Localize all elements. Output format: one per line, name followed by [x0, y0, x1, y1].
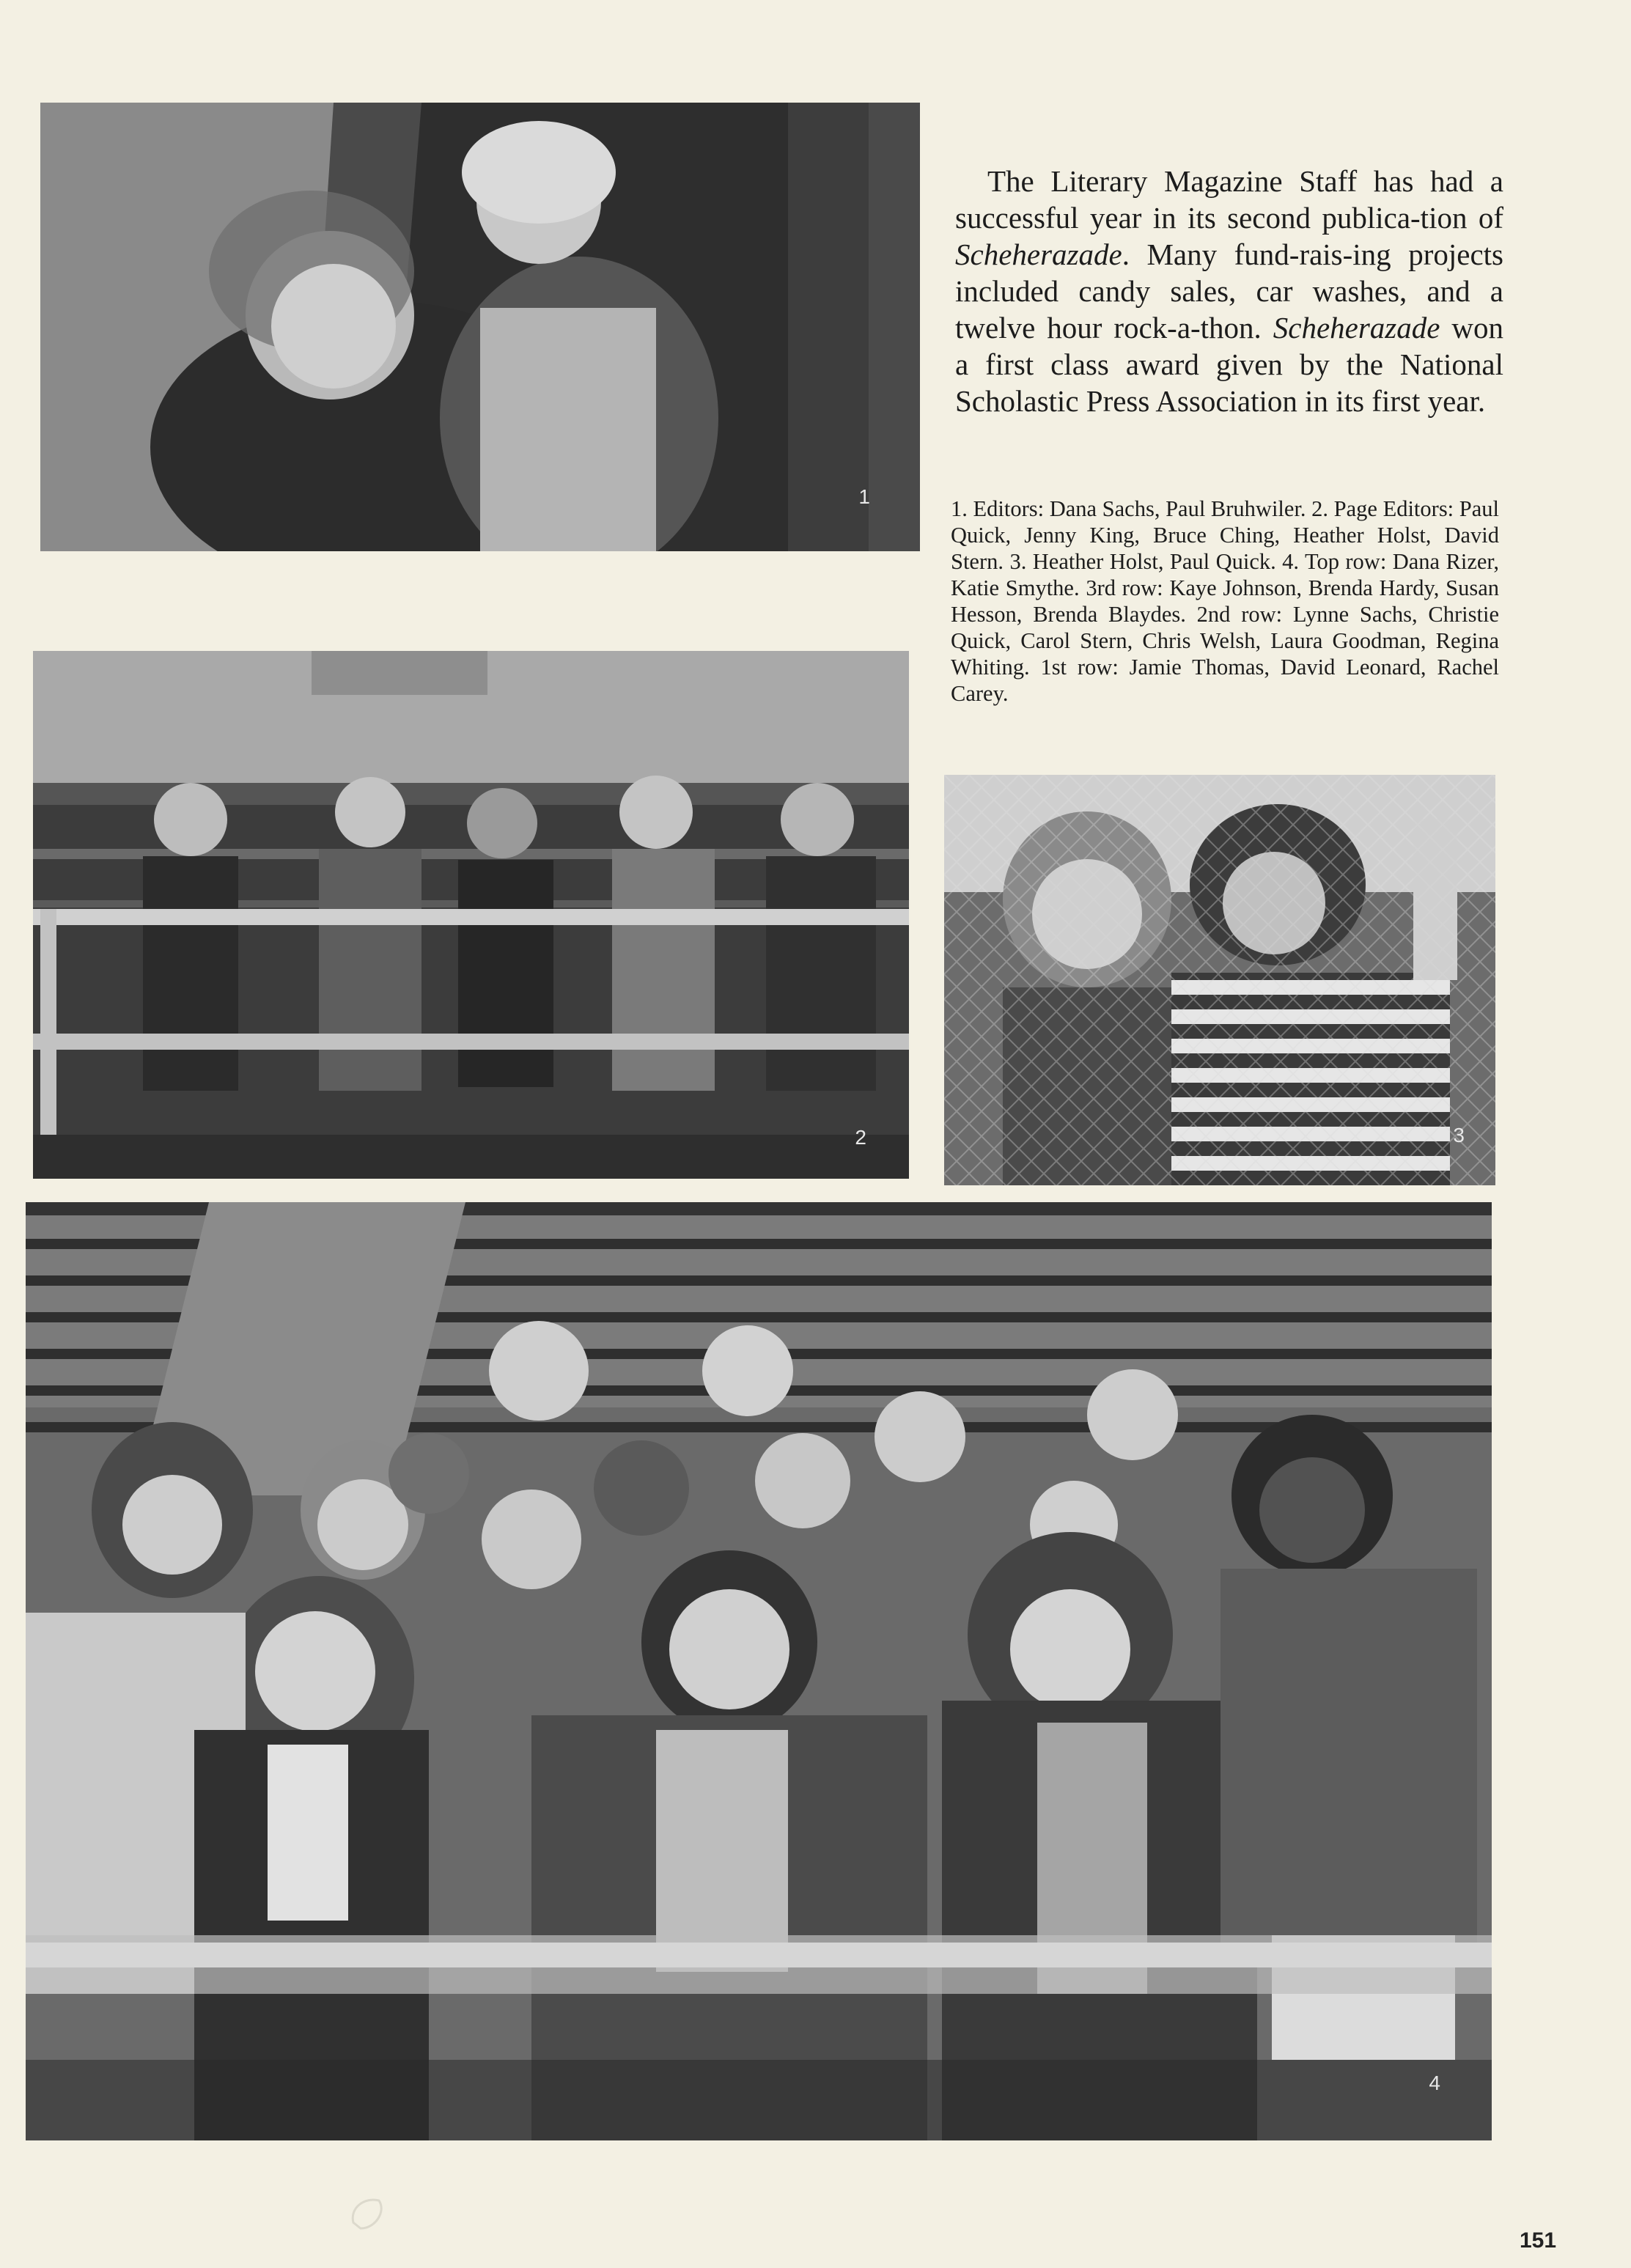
photo-editors-image: [40, 103, 920, 551]
intro-text-1: The Literary Magazine Staff has had a successful year in its second publica-tion of: [955, 164, 1503, 235]
intro-paragraph: [955, 163, 1503, 419]
photo-captions: 1. Editors: Dana Sachs, Paul Bruhwiler. 2. Page Editors: Paul Quick, Jenny King, Bruce Ching, Heather Holst, David Stern. 3. Heather Holst, Paul Quick. 4. Top row: Dana Rizer, Katie Smythe. 3rd row: Kaye Johnson, Brenda Hardy, Susan Hesson, Brenda Blaydes. 2nd row: Lynne Sachs, Christie Quick, Carol Stern, Chris Welsh, Laura Goodman, Regina Whiting. 1st row: Jamie Thomas, David Leonard, Rachel Carey.: [951, 496, 1500, 706]
photo-page-editors: [33, 651, 909, 1179]
photo-fence: [944, 775, 1495, 1185]
intro-text-2: . Many fund-rais-ing projects included candy sales, car washes, and a twelve hour rock-a-thon.: [955, 238, 1503, 345]
photo-editors: [40, 103, 920, 551]
page-number: 151: [1520, 2228, 1557, 2253]
print-smudge-mark: [346, 2193, 389, 2231]
photo-staff-group: [26, 1202, 1492, 2140]
photo-number-1: 1: [858, 485, 870, 508]
photo-page-editors-image: [33, 651, 909, 1179]
magazine-title-2: Scheherazade: [1273, 311, 1440, 345]
photo-number-4: 4: [1429, 2072, 1440, 2094]
photo-number-3: 3: [1453, 1124, 1465, 1146]
photo-staff-group-image: [26, 1202, 1492, 2140]
photo-fence-image: [944, 775, 1495, 1185]
intro-text-3: won a first class award given by the National Scholastic Press Association in its first year.: [955, 311, 1503, 418]
photo-number-2: 2: [855, 1126, 866, 1149]
magazine-title-1: Scheherazade: [955, 238, 1122, 271]
